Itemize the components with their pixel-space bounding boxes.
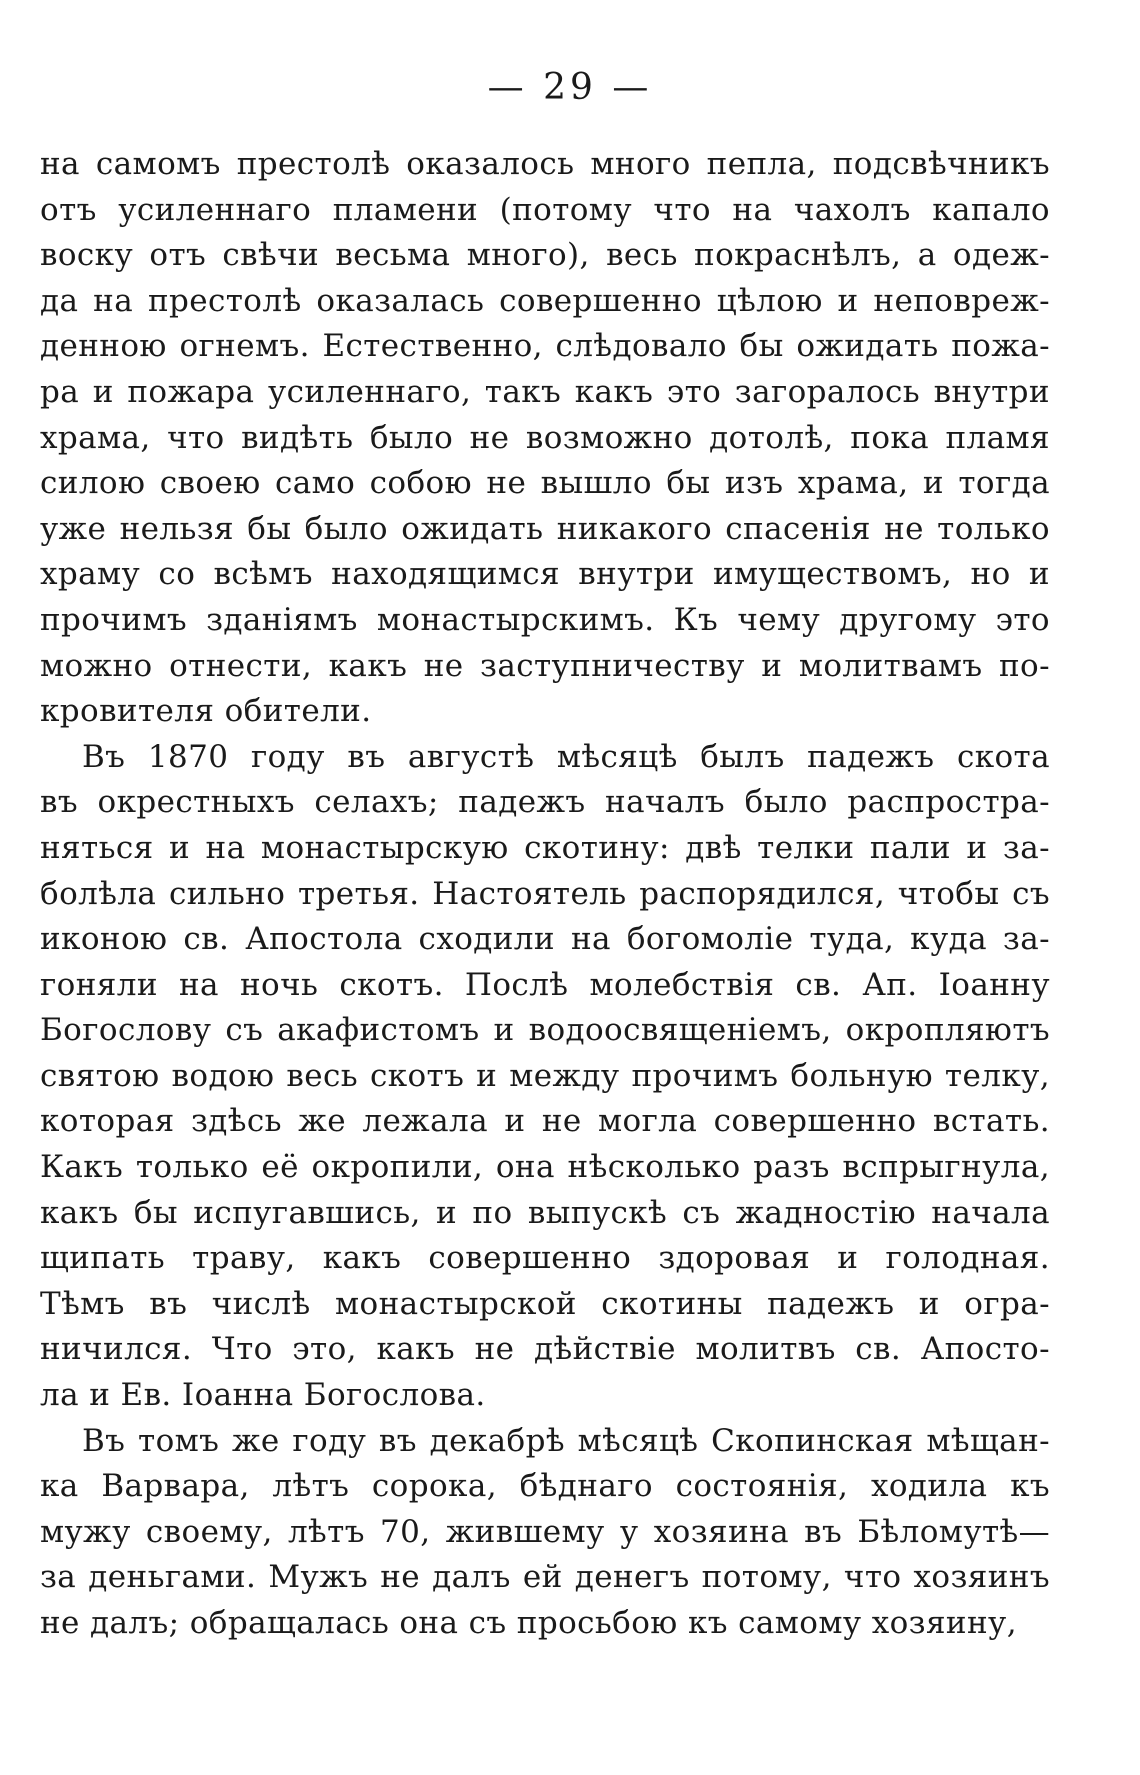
paragraph: [40, 142, 1050, 735]
text-line: на самомъ престолѣ оказалось много пепла, подсвѣчникъ: [40, 146, 1050, 182]
text-line: храму со всѣмъ находящимся внутри имуществомъ, но и: [40, 556, 1050, 593]
paragraph: [40, 1419, 1050, 1647]
body-text: [40, 142, 1050, 1647]
text-line: которая здѣсь же лежала и не могла совершенно встать.: [40, 1103, 1050, 1140]
text-line: Тѣмъ въ числѣ монастырской скотины падежъ и огра-: [40, 1285, 1050, 1322]
text-line: прочимъ зданіямъ монастырскимъ. Къ чему другому это: [40, 601, 1050, 638]
text-line: мужу своему, лѣтъ 70, жившему у хозяина въ Бѣломутѣ—: [40, 1513, 1050, 1550]
text-line: ла и Ев. Іоанна Богослова.: [40, 1377, 486, 1414]
text-line: Какъ только её окропили, она нѣсколько разъ вспрыгнула,: [40, 1149, 1050, 1186]
text-line: какъ бы испугавшись, и по выпускѣ съ жадностію начала: [40, 1194, 1050, 1231]
text-line: уже нельзя бы было ожидать никакого спасенія не только: [40, 510, 1050, 547]
page-number: — 29 —: [487, 67, 653, 108]
text-line: ничился. Что это, какъ не дѣйствіе молитвъ св. Апосто-: [40, 1331, 1050, 1368]
text-line: денною огнемъ. Естественно, слѣдовало бы ожидать пожа-: [40, 328, 1050, 365]
paragraph: [40, 735, 1050, 1419]
text-line: силою своею само собою не вышло бы изъ храма, и тогда: [40, 465, 1050, 502]
text-line: можно отнести, какъ не заступничеству и молитвамъ по-: [40, 647, 1050, 684]
text-line: ка Варвара, лѣтъ сорока, бѣднаго состоянія, ходила къ: [40, 1468, 1050, 1505]
text-line: святою водою весь скотъ и между прочимъ больную телку,: [40, 1057, 1050, 1094]
text-line: няться и на монастырскую скотину: двѣ телки пали и за-: [40, 829, 1050, 866]
text-line: за деньгами. Мужъ не далъ ей денегъ потому, что хозяинъ: [40, 1559, 1050, 1596]
text-line: воску отъ свѣчи весьма много), весь покраснѣлъ, а одеж-: [40, 237, 1050, 274]
text-line: кровителя обители.: [40, 693, 372, 730]
text-line: храма, что видѣть было не возможно дотолѣ, пока пламя: [40, 419, 1050, 456]
text-line: Въ 1870 году въ августѣ мѣсяцѣ былъ падежъ скота: [82, 738, 1050, 775]
text-line: Богослову съ акафистомъ и водоосвященіемъ, окропляютъ: [40, 1012, 1050, 1049]
text-line: не далъ; обращалась она съ просьбою къ самому хозяину,: [40, 1605, 1017, 1641]
text-line: гоняли на ночь скотъ. Послѣ молебствія св. Ап. Іоанну: [40, 966, 1050, 1003]
text-line: ра и пожара усиленнаго, такъ какъ это загоралось внутри: [40, 373, 1050, 410]
text-line: щипать траву, какъ совершенно здоровая и голодная.: [40, 1240, 1050, 1277]
text-line: иконою св. Апостола сходили на богомоліе туда, куда за-: [40, 921, 1050, 958]
text-line: болѣла сильно третья. Настоятель распорядился, чтобы съ: [40, 875, 1050, 912]
text-line: отъ усиленнаго пламени (потому что на чахолъ капало: [40, 191, 1050, 228]
text-line: да на престолѣ оказалась совершенно цѣлою и неповреж-: [40, 282, 1050, 319]
text-line: въ окрестныхъ селахъ; падежъ началъ было распростра-: [40, 784, 1050, 821]
text-line: Въ томъ же году въ декабрѣ мѣсяцѣ Скопинская мѣщан-: [82, 1422, 1050, 1459]
